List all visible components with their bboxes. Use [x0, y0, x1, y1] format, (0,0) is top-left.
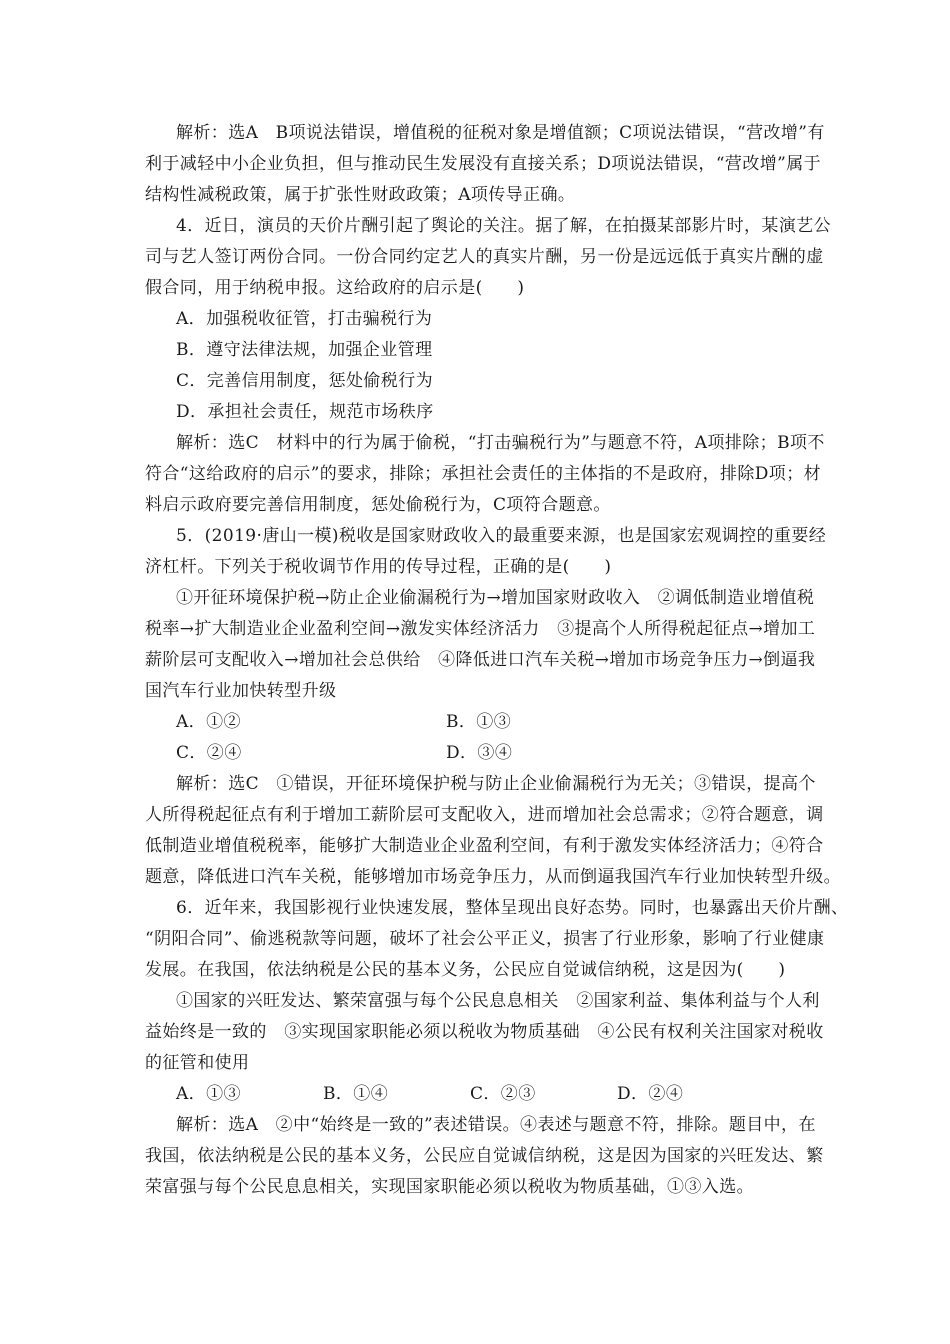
- a4-text-line: 解析：选C 材料中的行为属于偷税，“打击骗税行为”与题意不符，A项排除；B项不: [176, 433, 825, 453]
- q5-option: A．①②: [176, 712, 241, 732]
- q6-text-line: 的征管和使用: [145, 1053, 250, 1073]
- q6-option: D．②④: [617, 1084, 684, 1104]
- a6-text-line: 荣富强与每个公民息息相关，实现国家职能必须以税收为物质基础，①③入选。: [145, 1177, 754, 1197]
- a5-text-line: 解析：选C ①错误，开征环境保护税与防止企业偷漏税行为无关；③错误，提高个: [176, 774, 816, 794]
- q4-text-line: 4．近日，演员的天价片酬引起了舆论的关注。据了解，在拍摄某部影片时，某演艺公: [176, 216, 832, 236]
- q5-text-line: 5．(2019·唐山一模)税收是国家财政收入的最重要来源，也是国家宏观调控的重要经: [176, 526, 827, 546]
- document-body: [145, 118, 849, 1203]
- q5-text-line: 薪阶层可支配收入→增加社会总供给 ④降低进口汽车关税→增加市场竞争压力→倒逼我: [145, 650, 816, 670]
- a3-text-line: 结构性减税政策，属于扩张性财政政策；A项传导正确。: [145, 185, 576, 205]
- a5-text-line: 题意，降低进口汽车关税，能够增加市场竞争压力，从而倒逼我国汽车行业加快转型升级。: [145, 867, 841, 887]
- q4opts-text-line: C．完善信用制度，惩处偷税行为: [176, 371, 434, 391]
- q5-option-row: [145, 738, 810, 769]
- q5-text-line: 济杠杆。下列关于税收调节作用的传导过程，正确的是( ): [145, 557, 612, 577]
- q6-option-row: [145, 1079, 810, 1110]
- q4opts-text-line: A．加强税收征管，打击骗税行为: [176, 309, 433, 329]
- q5-text-line: ①开征环境保护税→防止企业偷漏税行为→增加国家财政收入 ②调低制造业增值税: [176, 588, 815, 608]
- a5-text-line: 低制造业增值税税率，能够扩大制造业企业盈利空间，有利于激发实体经济活力；④符合: [145, 836, 824, 856]
- q6-text-line: “阴阳合同”、偷逃税款等问题，破坏了社会公平正义，损害了行业形象，影响了行业健康: [145, 929, 825, 949]
- a6-text-line: 解析：选A ②中“始终是一致的”表述错误。④表述与题意不符，排除。题目中，在: [176, 1115, 816, 1135]
- q5-text-line: 国汽车行业加快转型升级: [145, 681, 337, 701]
- q6-text-line: 益始终是一致的 ③实现国家职能必须以税收为物质基础 ④公民有权利关注国家对税收: [145, 1022, 824, 1042]
- q6-text-line: 6．近年来，我国影视行业快速发展，整体呈现出良好态势。同时，也暴露出天价片酬、: [176, 898, 849, 918]
- q4opts-text-line: D．承担社会责任，规范市场秩序: [176, 402, 434, 422]
- q6-text-line: 发展。在我国，依法纳税是公民的基本义务，公民应自觉诚信纳税，这是因为( ): [145, 960, 786, 980]
- a3-text-line: 解析：选A B项说法错误，增值税的征税对象是增值额；C项说法错误，“营改增”有: [176, 123, 825, 143]
- a5-text-line: 人所得税起征点有利于增加工薪阶层可支配收入，进而增加社会总需求；②符合题意，调: [145, 805, 824, 825]
- q6-option: B．①④: [323, 1084, 389, 1104]
- a4-text-line: 料启示政府要完善信用制度，惩处偷税行为，C项符合题意。: [145, 495, 611, 515]
- q6-option: A．①③: [176, 1084, 241, 1104]
- q6-option: C．②③: [470, 1084, 536, 1104]
- q4-text-line: 假合同，用于纳税申报。这给政府的启示是( ): [145, 278, 525, 298]
- q4-text-line: 司与艺人签订两份合同。一份合同约定艺人的真实片酬，另一份是远远低于真实片酬的虚: [145, 247, 824, 267]
- q5-option: C．②④: [176, 743, 242, 763]
- q5-text-line: 税率→扩大制造业企业盈利空间→激发实体经济活力 ③提高个人所得税起征点→增加工: [145, 619, 816, 639]
- a3-text-line: 利于减轻中小企业负担，但与推动民生发展没有直接关系；D项说法错误，“营改增”属于: [145, 154, 822, 174]
- a6-text-line: 我国，依法纳税是公民的基本义务，公民应自觉诚信纳税，这是因为国家的兴旺发达、繁: [145, 1146, 824, 1166]
- q5-option: B．①③: [446, 712, 512, 732]
- q5-option-row: [145, 707, 810, 738]
- q6-text-line: ①国家的兴旺发达、繁荣富强与每个公民息息相关 ②国家利益、集体利益与个人利: [176, 991, 820, 1011]
- q4opts-text-line: B．遵守法律法规，加强企业管理: [176, 340, 433, 360]
- q5-option: D．③④: [446, 743, 513, 763]
- a4-text-line: 符合“这给政府的启示”的要求，排除；承担社会责任的主体指的不是政府，排除D项；材: [145, 464, 822, 484]
